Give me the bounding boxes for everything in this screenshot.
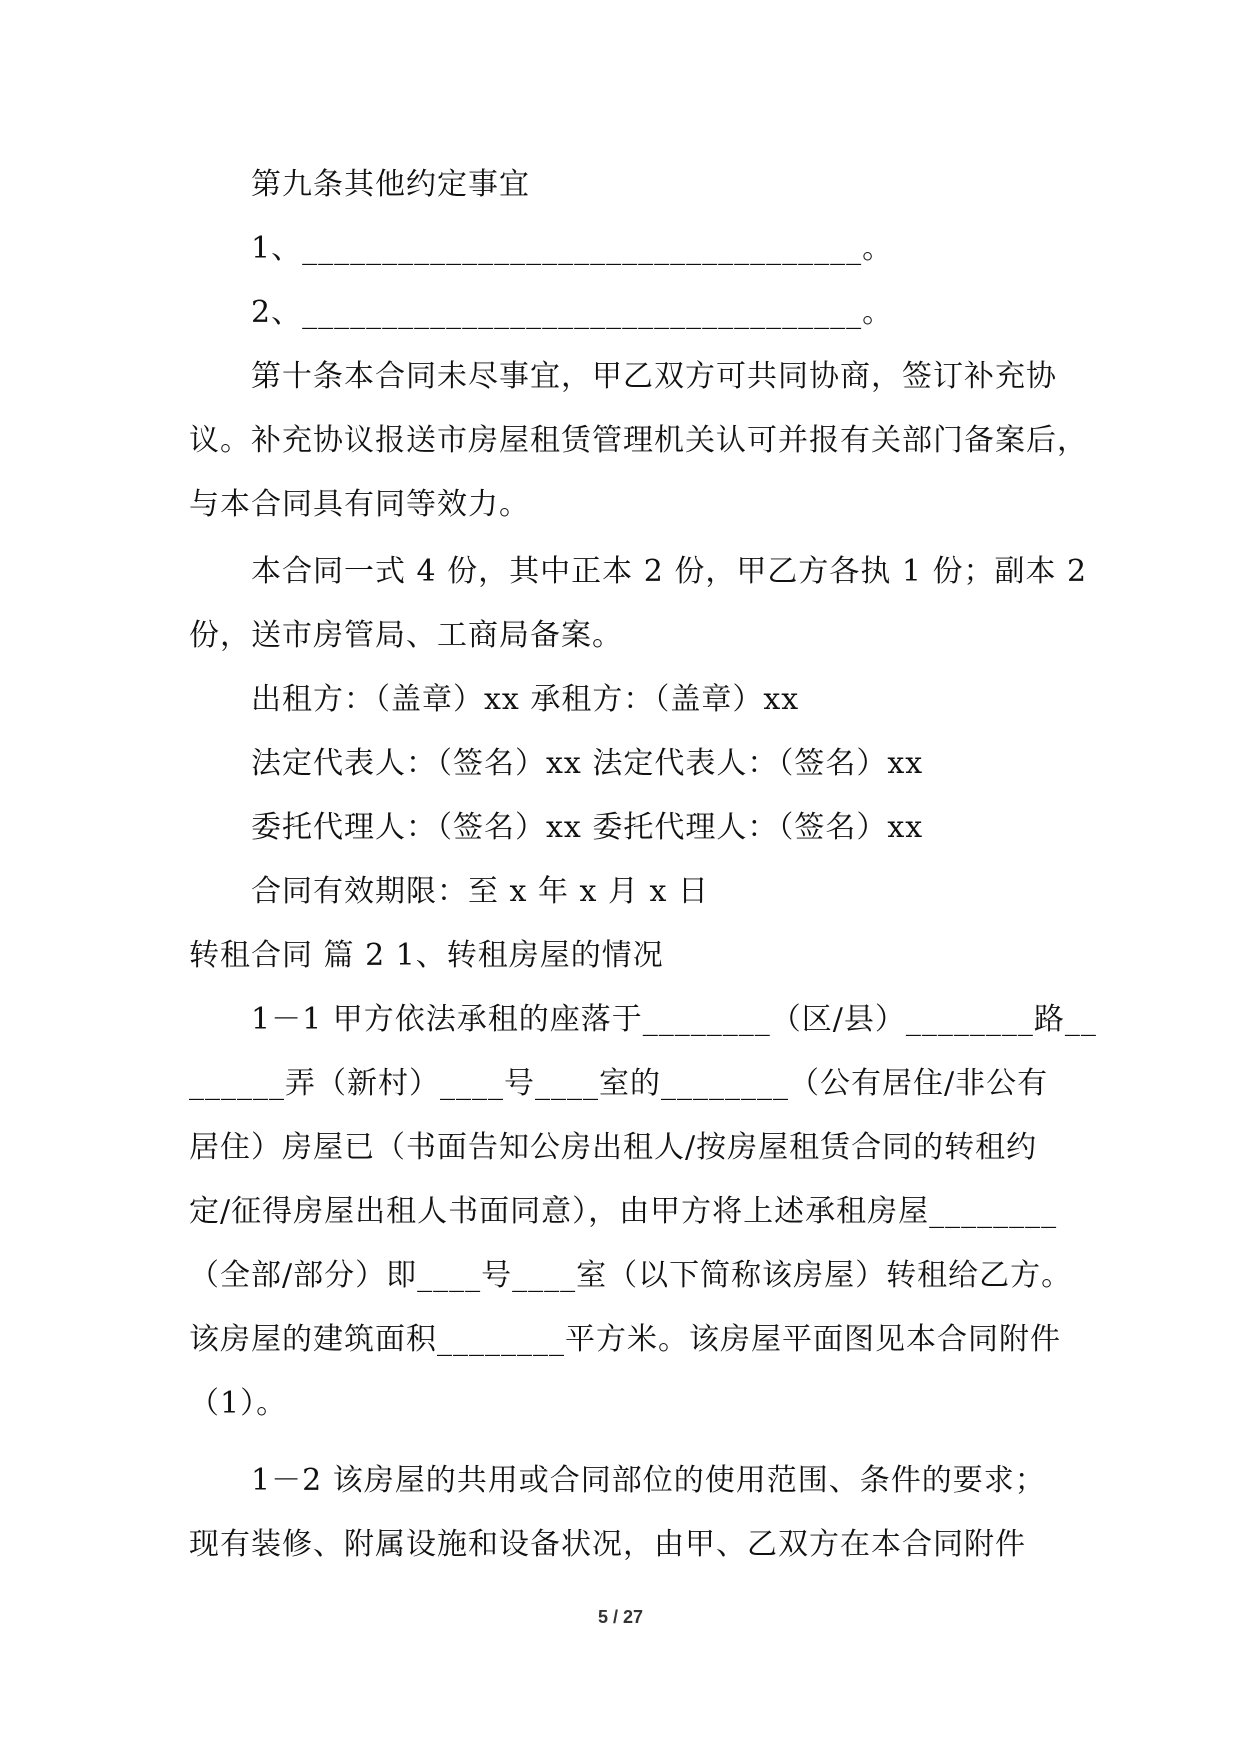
clause-10-line-1: 第十条本合同未尽事宜，甲乙双方可共同协商，签订补充协 xyxy=(251,359,1057,394)
copies-line-2: 份，送市房管局、工商局备案。 xyxy=(189,618,623,653)
clause-1-1-line-5: （全部/部分）即____号____室（以下简称该房屋）转租给乙方。 xyxy=(189,1258,1073,1293)
clause-1-1-line-1: 1－1 甲方依法承租的座落于________（区/县）________路__ xyxy=(251,1002,1097,1037)
signature-legal-representatives: 法定代表人：（签名）xx 法定代表人：（签名）xx xyxy=(251,746,924,781)
clause-1-1-line-3: 居住）房屋已（书面告知公房出租人/按房屋租赁合同的转租约 xyxy=(189,1130,1038,1165)
clause-9-heading: 第九条其他约定事宜 xyxy=(251,167,530,202)
clause-9-item-1: 1、___________________________________。 xyxy=(251,231,894,266)
signature-parties: 出租方：（盖章）xx 承租方：（盖章）xx xyxy=(251,682,800,717)
clause-1-2-line-1: 1－2 该房屋的共用或合同部位的使用范围、条件的要求； xyxy=(251,1463,1046,1498)
clause-1-1-line-7: （1）。 xyxy=(189,1386,288,1421)
clause-1-1-line-4: 定/征得房屋出租人书面同意），由甲方将上述承租房屋________ xyxy=(189,1194,1058,1229)
page-number: 5 / 27 xyxy=(597,1607,644,1627)
validity-period: 合同有效期限：至 x 年 x 月 x 日 xyxy=(251,874,709,909)
clause-1-1-line-6: 该房屋的建筑面积________平方米。该房屋平面图见本合同附件 xyxy=(189,1322,1061,1357)
section-heading: 转租合同 篇 2 1、转租房屋的情况 xyxy=(189,938,664,973)
copies-line-1: 本合同一式 4 份，其中正本 2 份，甲乙方各执 1 份；副本 2 xyxy=(251,554,1088,589)
clause-10-line-2: 议。补充协议报送市房屋租赁管理机关认可并报有关部门备案后， xyxy=(189,423,1088,458)
signature-agents: 委托代理人：（签名）xx 委托代理人：（签名）xx xyxy=(251,810,924,845)
clause-1-1-line-2: ______弄（新村）____号____室的________（公有居住/非公有 xyxy=(189,1066,1049,1101)
clause-10-line-3: 与本合同具有同等效力。 xyxy=(189,487,530,522)
clause-9-item-2: 2、___________________________________。 xyxy=(251,295,894,330)
clause-1-2-line-2: 现有装修、附属设施和设备状况，由甲、乙双方在本合同附件 xyxy=(189,1527,1026,1562)
